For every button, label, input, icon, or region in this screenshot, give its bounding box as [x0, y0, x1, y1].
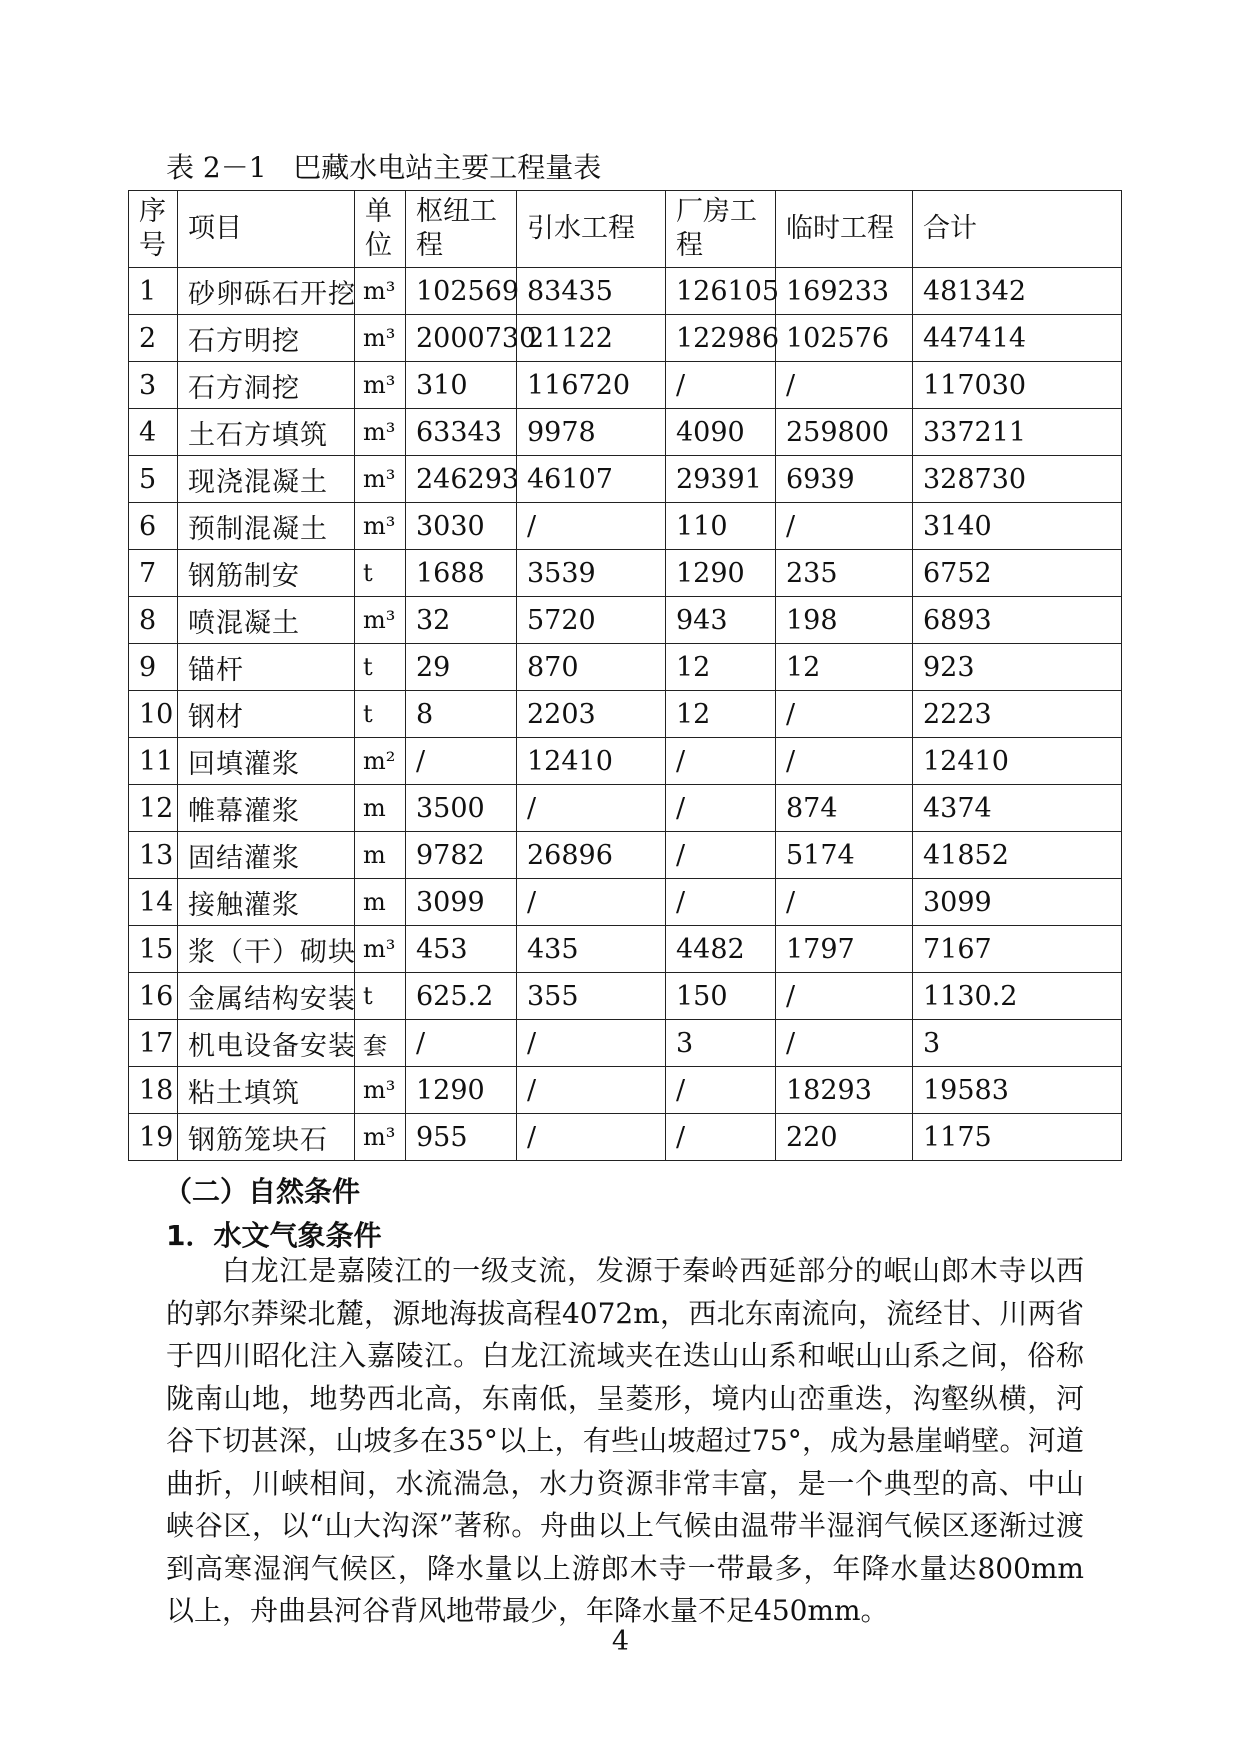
table-row	[129, 879, 1122, 926]
cell-unit: 套	[355, 1020, 406, 1067]
header-item: 项目	[178, 191, 355, 268]
cell-total: 481342	[913, 268, 1122, 315]
cell-temporary: 6939	[776, 456, 913, 503]
cell-item: 回填灌浆	[178, 738, 355, 785]
cell-total: 447414	[913, 315, 1122, 362]
cell-seq: 7	[129, 550, 178, 597]
cell-diversion: 9978	[517, 409, 666, 456]
table-row	[129, 1067, 1122, 1114]
table-row	[129, 409, 1122, 456]
cell-temporary: 169233	[776, 268, 913, 315]
cell-hub: 1688	[406, 550, 517, 597]
table-row	[129, 362, 1122, 409]
cell-temporary: 18293	[776, 1067, 913, 1114]
cell-diversion: 2203	[517, 691, 666, 738]
cell-unit: m³	[355, 597, 406, 644]
cell-total: 4374	[913, 785, 1122, 832]
cell-item: 粘土填筑	[178, 1067, 355, 1114]
cell-diversion: /	[517, 1067, 666, 1114]
cell-unit: m³	[355, 1114, 406, 1161]
table-row	[129, 1020, 1122, 1067]
cell-temporary: /	[776, 362, 913, 409]
cell-powerhouse: 29391	[666, 456, 776, 503]
cell-unit: m³	[355, 503, 406, 550]
cell-hub: /	[406, 1020, 517, 1067]
cell-total: 923	[913, 644, 1122, 691]
cell-seq: 2	[129, 315, 178, 362]
cell-item: 石方洞挖	[178, 362, 355, 409]
cell-unit: m³	[355, 315, 406, 362]
table-row	[129, 644, 1122, 691]
cell-temporary: /	[776, 691, 913, 738]
table-row	[129, 597, 1122, 644]
cell-temporary: /	[776, 879, 913, 926]
cell-unit: t	[355, 550, 406, 597]
cell-hub: 32	[406, 597, 517, 644]
cell-unit: m³	[355, 409, 406, 456]
cell-temporary: 198	[776, 597, 913, 644]
cell-temporary: 1797	[776, 926, 913, 973]
cell-total: 41852	[913, 832, 1122, 879]
cell-diversion: 46107	[517, 456, 666, 503]
header-unit: 单位	[355, 191, 406, 268]
cell-seq: 3	[129, 362, 178, 409]
cell-unit: m³	[355, 362, 406, 409]
table-row	[129, 973, 1122, 1020]
cell-seq: 10	[129, 691, 178, 738]
header-temporary: 临时工程	[776, 191, 913, 268]
cell-item: 金属结构安装	[178, 973, 355, 1020]
cell-unit: t	[355, 644, 406, 691]
cell-total: 3099	[913, 879, 1122, 926]
cell-powerhouse: 122986	[666, 315, 776, 362]
table-row	[129, 691, 1122, 738]
table-row	[129, 268, 1122, 315]
cell-temporary: 874	[776, 785, 913, 832]
cell-diversion: /	[517, 1020, 666, 1067]
cell-total: 7167	[913, 926, 1122, 973]
table-row	[129, 503, 1122, 550]
header-total: 合计	[913, 191, 1122, 268]
cell-total: 3	[913, 1020, 1122, 1067]
cell-powerhouse: 4482	[666, 926, 776, 973]
cell-diversion: 3539	[517, 550, 666, 597]
cell-diversion: 21122	[517, 315, 666, 362]
cell-diversion: /	[517, 879, 666, 926]
cell-total: 1130.2	[913, 973, 1122, 1020]
cell-temporary: /	[776, 973, 913, 1020]
cell-item: 帷幕灌浆	[178, 785, 355, 832]
cell-item: 钢材	[178, 691, 355, 738]
table-row	[129, 785, 1122, 832]
table-row	[129, 738, 1122, 785]
cell-hub: 3500	[406, 785, 517, 832]
cell-total: 3140	[913, 503, 1122, 550]
cell-seq: 18	[129, 1067, 178, 1114]
cell-powerhouse: 110	[666, 503, 776, 550]
cell-hub: 102569	[406, 268, 517, 315]
cell-diversion: /	[517, 503, 666, 550]
cell-diversion: 83435	[517, 268, 666, 315]
cell-powerhouse: 12	[666, 644, 776, 691]
cell-unit: m³	[355, 268, 406, 315]
cell-total: 6893	[913, 597, 1122, 644]
header-diversion: 引水工程	[517, 191, 666, 268]
header-powerhouse: 厂房工程	[666, 191, 776, 268]
cell-diversion: 5720	[517, 597, 666, 644]
cell-total: 117030	[913, 362, 1122, 409]
cell-item: 固结灌浆	[178, 832, 355, 879]
cell-unit: m	[355, 832, 406, 879]
cell-powerhouse: /	[666, 362, 776, 409]
cell-seq: 9	[129, 644, 178, 691]
cell-unit: m²	[355, 738, 406, 785]
cell-powerhouse: 12	[666, 691, 776, 738]
cell-temporary: 102576	[776, 315, 913, 362]
cell-unit: m	[355, 785, 406, 832]
cell-item: 预制混凝土	[178, 503, 355, 550]
cell-item: 钢筋制安	[178, 550, 355, 597]
cell-seq: 1	[129, 268, 178, 315]
cell-unit: t	[355, 973, 406, 1020]
cell-seq: 16	[129, 973, 178, 1020]
cell-powerhouse: 943	[666, 597, 776, 644]
cell-hub: 9782	[406, 832, 517, 879]
table-row	[129, 1114, 1122, 1161]
cell-temporary: 5174	[776, 832, 913, 879]
cell-item: 石方明挖	[178, 315, 355, 362]
cell-total: 328730	[913, 456, 1122, 503]
cell-item: 浆（干）砌块	[178, 926, 355, 973]
cell-seq: 14	[129, 879, 178, 926]
cell-total: 12410	[913, 738, 1122, 785]
cell-unit: t	[355, 691, 406, 738]
cell-item: 现浇混凝土	[178, 456, 355, 503]
cell-powerhouse: 150	[666, 973, 776, 1020]
header-hub: 枢纽工程	[406, 191, 517, 268]
cell-temporary: 12	[776, 644, 913, 691]
cell-seq: 5	[129, 456, 178, 503]
cell-diversion: 870	[517, 644, 666, 691]
cell-temporary: 235	[776, 550, 913, 597]
table-row	[129, 456, 1122, 503]
cell-powerhouse: /	[666, 879, 776, 926]
body-paragraph: 白龙江是嘉陵江的一级支流，发源于秦岭西延部分的岷山郎木寺以西的郭尔莽梁北麓，源地海拔高程4072m，西北东南流向，流经甘、川两省于四川昭化注入嘉陵江。白龙江流域夹在迭山山系和岷山山系之间，俗称陇南山地，地势西北高，东南低，呈菱形，境内山峦重迭，沟壑纵横，河谷下切甚深，山坡多在35°以上，有些山坡超过75°，成为悬崖峭壁。河道曲折，川峡相间，水流湍急，水力资源非常丰富，是一个典型的高、中山峡谷区，以“山大沟深”著称。舟曲以上气候由温带半湿润气候区逐渐过渡到高寒湿润气候区，降水量以上游郎木寺一带最多，年降水量达800mm以上，舟曲县河谷背风地带最少，年降水量不足450mm。	[166, 1254, 1084, 1627]
table-row	[129, 315, 1122, 362]
cell-seq: 19	[129, 1114, 178, 1161]
cell-powerhouse: 3	[666, 1020, 776, 1067]
cell-unit: m³	[355, 1067, 406, 1114]
cell-hub: 310	[406, 362, 517, 409]
cell-hub: 3030	[406, 503, 517, 550]
cell-item: 钢筋笼块石	[178, 1114, 355, 1161]
cell-temporary: 220	[776, 1114, 913, 1161]
cell-diversion: /	[517, 1114, 666, 1161]
cell-hub: 3099	[406, 879, 517, 926]
cell-powerhouse: /	[666, 1114, 776, 1161]
cell-diversion: 116720	[517, 362, 666, 409]
cell-hub: 29	[406, 644, 517, 691]
cell-seq: 11	[129, 738, 178, 785]
cell-item: 锚杆	[178, 644, 355, 691]
cell-hub: 8	[406, 691, 517, 738]
cell-total: 19583	[913, 1067, 1122, 1114]
cell-unit: m	[355, 879, 406, 926]
cell-temporary: /	[776, 1020, 913, 1067]
cell-seq: 17	[129, 1020, 178, 1067]
table-row	[129, 550, 1122, 597]
cell-hub: 63343	[406, 409, 517, 456]
cell-seq: 12	[129, 785, 178, 832]
cell-powerhouse: 4090	[666, 409, 776, 456]
cell-seq: 8	[129, 597, 178, 644]
page-number: 4	[611, 1626, 630, 1657]
cell-hub: 625.2	[406, 973, 517, 1020]
cell-total: 2223	[913, 691, 1122, 738]
cell-hub: 246293	[406, 456, 517, 503]
cell-hub: 955	[406, 1114, 517, 1161]
cell-hub: 1290	[406, 1067, 517, 1114]
cell-temporary: 259800	[776, 409, 913, 456]
cell-temporary: /	[776, 738, 913, 785]
table-caption: 表 2－1 巴藏水电站主要工程量表	[166, 151, 602, 184]
cell-hub: 453	[406, 926, 517, 973]
cell-diversion: /	[517, 785, 666, 832]
cell-seq: 13	[129, 832, 178, 879]
quantities-table	[128, 190, 1122, 1161]
cell-item: 砂卵砾石开挖	[178, 268, 355, 315]
cell-powerhouse: /	[666, 1067, 776, 1114]
cell-hub: /	[406, 738, 517, 785]
cell-total: 1175	[913, 1114, 1122, 1161]
table-row	[129, 832, 1122, 879]
cell-diversion: 355	[517, 973, 666, 1020]
cell-temporary: /	[776, 503, 913, 550]
header-seq: 序号	[129, 191, 178, 268]
cell-powerhouse: /	[666, 738, 776, 785]
cell-hub: 2000730	[406, 315, 517, 362]
cell-powerhouse: 1290	[666, 550, 776, 597]
table-row	[129, 926, 1122, 973]
cell-item: 喷混凝土	[178, 597, 355, 644]
cell-powerhouse: /	[666, 832, 776, 879]
section-heading: （二）自然条件	[164, 1175, 361, 1208]
cell-diversion: 435	[517, 926, 666, 973]
cell-powerhouse: 126105	[666, 268, 776, 315]
cell-item: 机电设备安装	[178, 1020, 355, 1067]
cell-total: 6752	[913, 550, 1122, 597]
cell-item: 土石方填筑	[178, 409, 355, 456]
cell-seq: 4	[129, 409, 178, 456]
cell-total: 337211	[913, 409, 1122, 456]
section-subheading: 1．水文气象条件	[166, 1219, 382, 1252]
cell-diversion: 26896	[517, 832, 666, 879]
cell-unit: m³	[355, 456, 406, 503]
table-header-row	[129, 191, 1122, 268]
cell-diversion: 12410	[517, 738, 666, 785]
cell-seq: 15	[129, 926, 178, 973]
cell-item: 接触灌浆	[178, 879, 355, 926]
cell-seq: 6	[129, 503, 178, 550]
cell-powerhouse: /	[666, 785, 776, 832]
cell-unit: m³	[355, 926, 406, 973]
